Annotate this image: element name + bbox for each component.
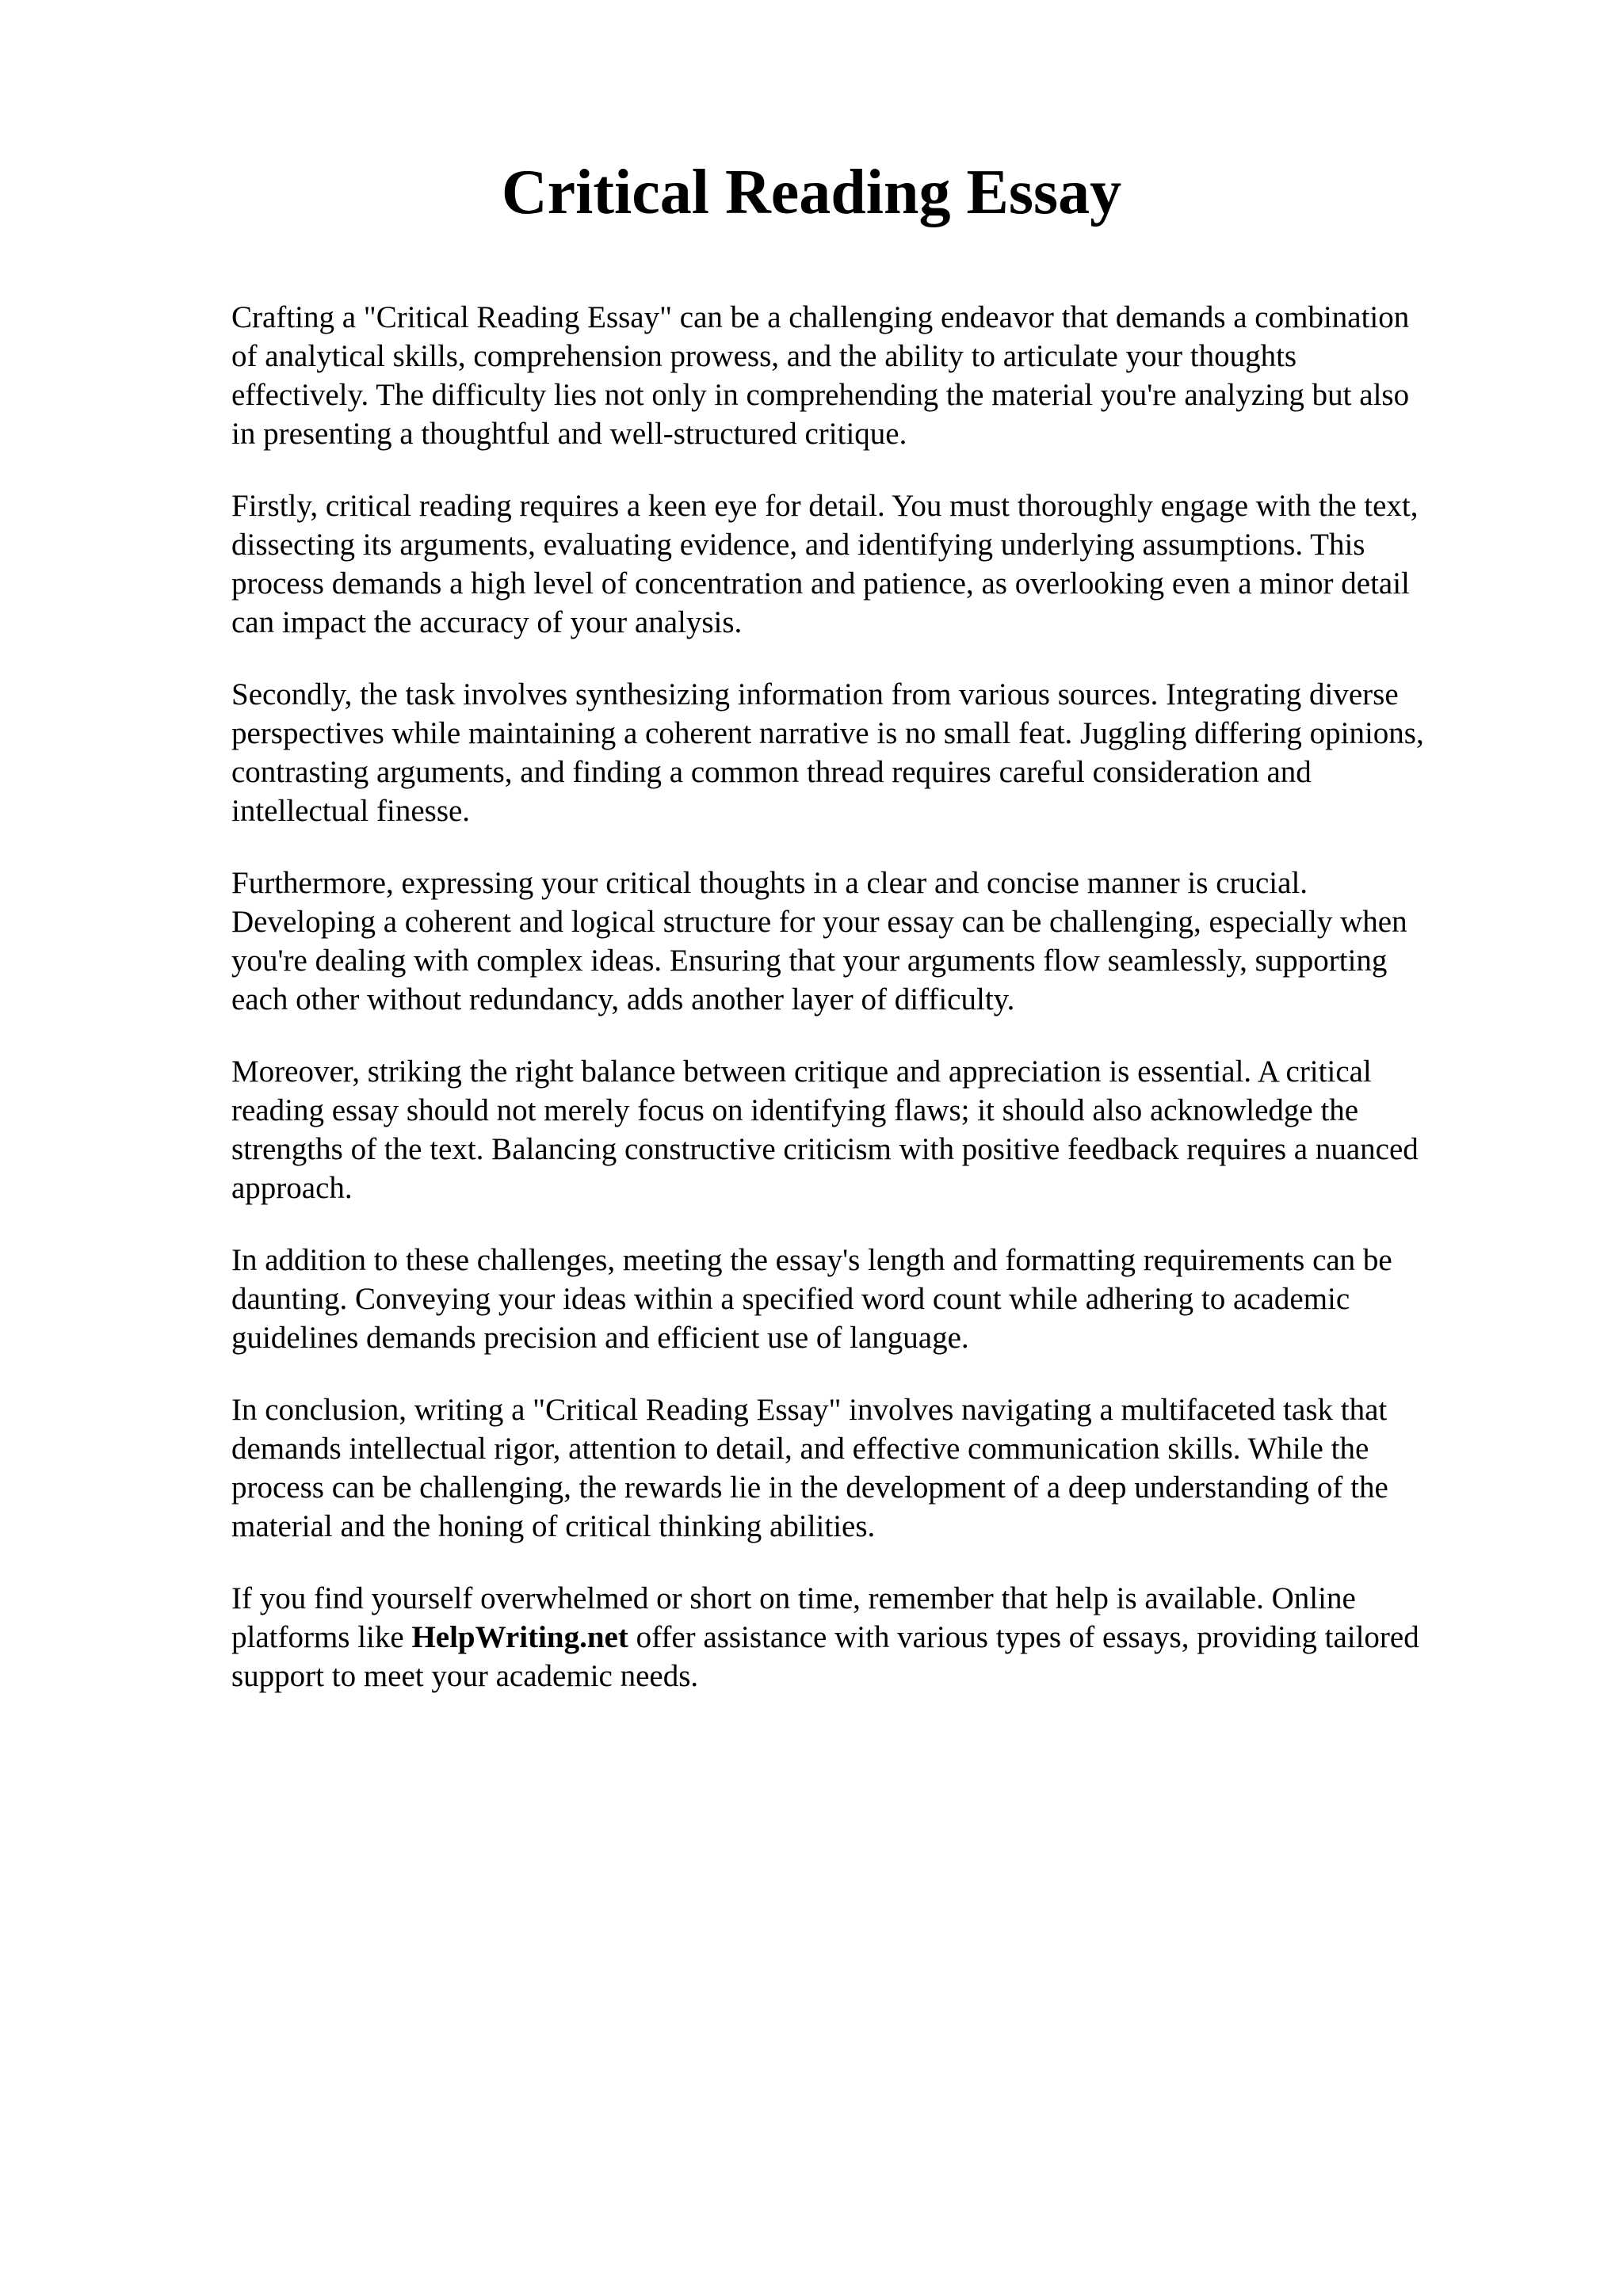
text-line: support to meet your academic needs. [231, 1659, 699, 1693]
text-line: Furthermore, expressing your critical thoughts in a clear and concise manner is crucial. [231, 866, 1308, 900]
text-line: in presenting a thoughtful and well-structured critique. [231, 417, 907, 451]
paragraph-2 [231, 486, 1515, 642]
text-line: effectively. The difficulty lies not only in comprehending the material you're analyzing but also [231, 378, 1410, 412]
text-line: reading essay should not merely focus on identifying flaws; it should also acknowledge the [231, 1093, 1359, 1127]
text-line: approach. [231, 1171, 353, 1205]
text-line: process demands a high level of concentration and patience, as overlooking even a minor detail [231, 566, 1410, 601]
text-line: If you find yourself overwhelmed or short on time, remember that help is available. Online [231, 1581, 1356, 1615]
text-line: Developing a coherent and logical structure for your essay can be challenging, especially when [231, 905, 1407, 939]
text-line: process can be challenging, the rewards lie in the development of a deep understanding of the [231, 1470, 1388, 1505]
text-line: In conclusion, writing a "Critical Reading Essay" involves navigating a multifaceted task that [231, 1393, 1388, 1427]
essay-body [231, 298, 1515, 1729]
paragraph-3 [231, 675, 1515, 830]
paragraph-7 [231, 1390, 1515, 1546]
text-line: Secondly, the task involves synthesizing information from various sources. Integrating diverse [231, 677, 1399, 711]
text-line: of analytical skills, comprehension prowess, and the ability to articulate your thoughts [231, 339, 1297, 373]
paragraph-6 [231, 1241, 1515, 1357]
closing-text-after: offer assistance with various types of essays, providing tailored [628, 1620, 1419, 1654]
text-line: material and the honing of critical thinking abilities. [231, 1509, 876, 1543]
text-line: dissecting its arguments, evaluating evidence, and identifying underlying assumptions. This [231, 528, 1365, 562]
closing-paragraph [231, 1579, 1515, 1695]
text-line: Crafting a "Critical Reading Essay" can be a challenging endeavor that demands a combination [231, 300, 1410, 334]
text-line: daunting. Conveying your ideas within a specified word count while adhering to academic [231, 1282, 1350, 1316]
text-line: perspectives while maintaining a coherent narrative is no small feat. Juggling differing opinions, [231, 716, 1424, 750]
page-title: Critical Reading Essay [501, 158, 1122, 227]
text-line: guidelines demands precision and efficient use of language. [231, 1321, 969, 1355]
text-line: strengths of the text. Balancing constructive criticism with positive feedback requires a nuanced [231, 1132, 1419, 1166]
text-line: intellectual finesse. [231, 794, 471, 828]
paragraph-4 [231, 864, 1515, 1019]
helpwriting-link[interactable]: HelpWriting.net [411, 1620, 628, 1654]
text-line: In addition to these challenges, meeting the essay's length and formatting requirements can be [231, 1243, 1392, 1277]
text-line: each other without redundancy, adds another layer of difficulty. [231, 982, 1015, 1016]
text-line: Moreover, striking the right balance between critique and appreciation is essential. A critical [231, 1055, 1372, 1089]
text-line: can impact the accuracy of your analysis. [231, 605, 743, 639]
text-line: you're dealing with complex ideas. Ensuring that your arguments flow seamlessly, supporting [231, 944, 1388, 978]
text-line: demands intellectual rigor, attention to detail, and effective communication skills. While the [231, 1432, 1369, 1466]
paragraph-1 [231, 298, 1515, 453]
text-line: Firstly, critical reading requires a keen eye for detail. You must thoroughly engage with the text, [231, 489, 1419, 523]
text-line: contrasting arguments, and finding a common thread requires careful consideration and [231, 755, 1312, 789]
closing-text-before: platforms like [231, 1620, 412, 1654]
text-line-with-link [231, 1618, 1515, 1657]
paragraph-5 [231, 1052, 1515, 1207]
